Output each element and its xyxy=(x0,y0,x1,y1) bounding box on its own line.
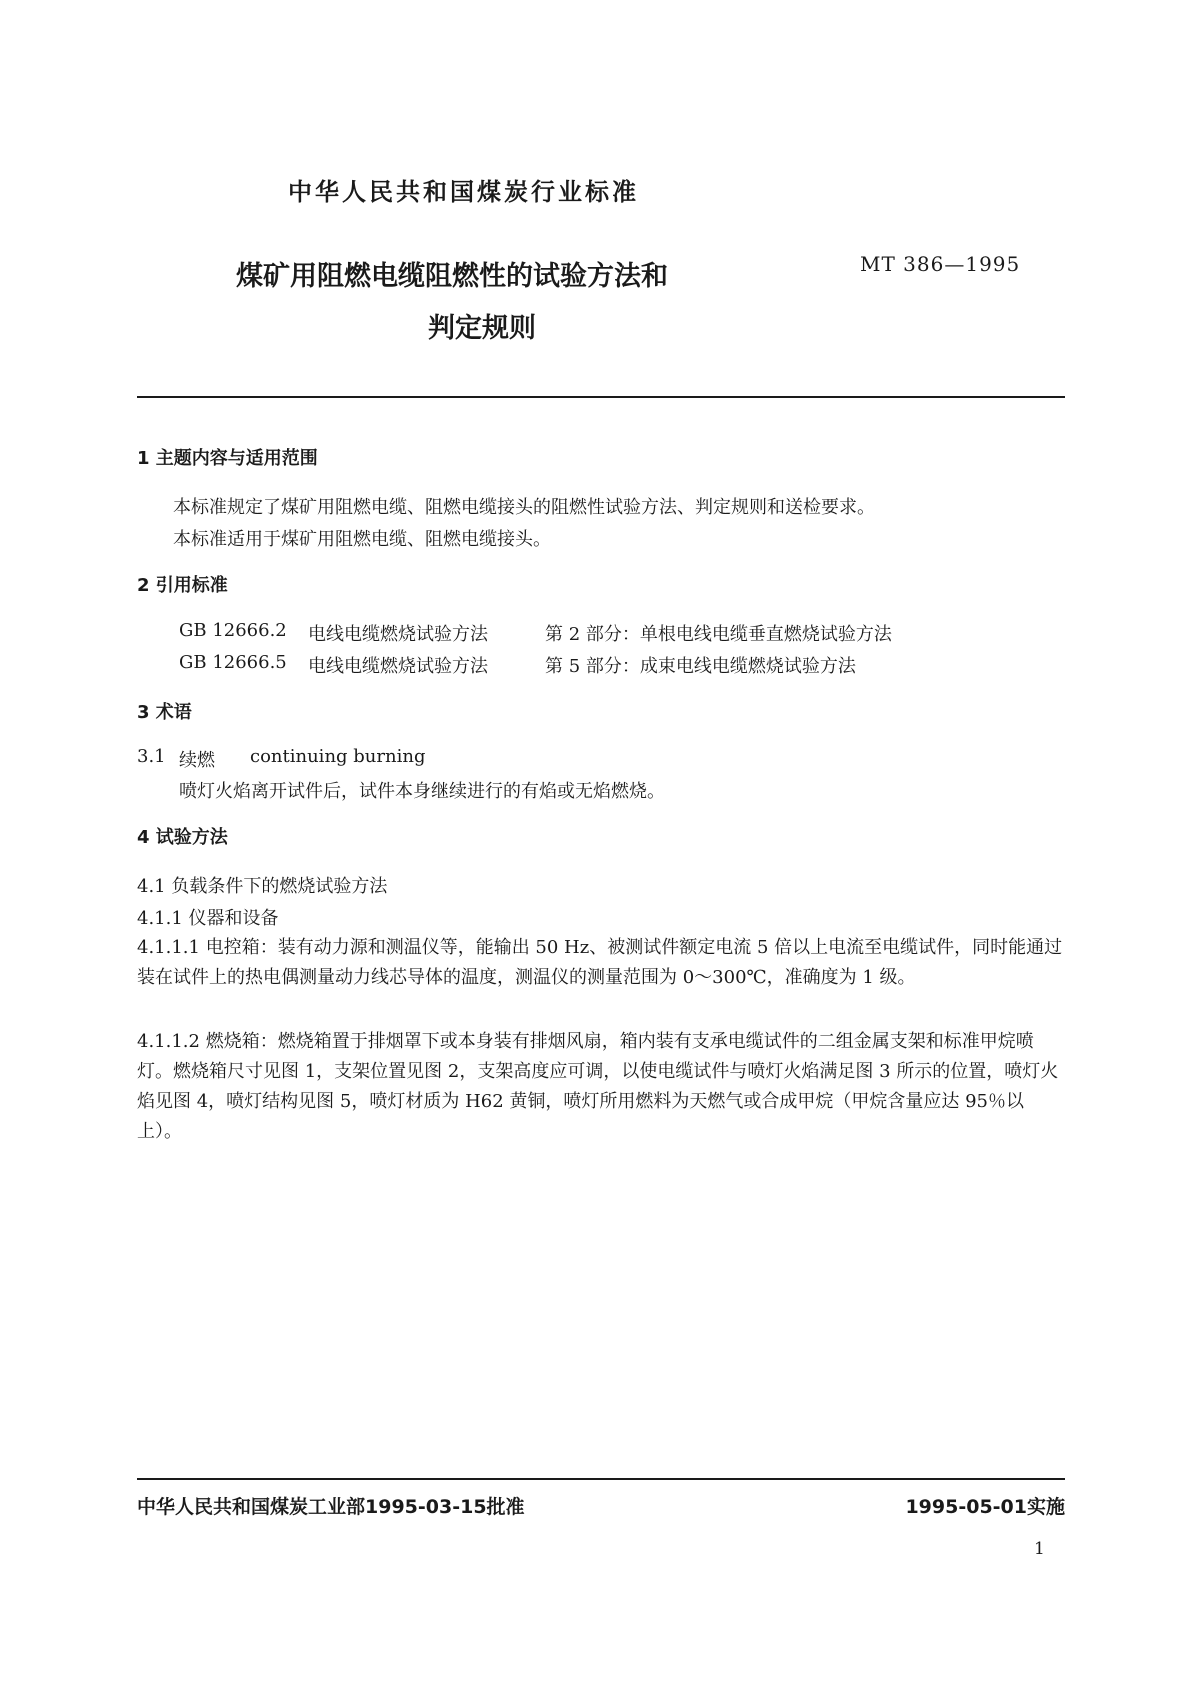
section-2-heading: 2 引用标准 xyxy=(137,575,228,596)
term-definition: 喷灯火焰离开试件后，试件本身继续进行的有焰或无焰燃烧。 xyxy=(179,781,665,802)
reference-title: 电线电缆燃烧试验方法 xyxy=(308,656,488,677)
reference-code: GB 12666.2 xyxy=(179,620,287,641)
clause-4-1-1-1: 4.1.1.1 电控箱：装有动力源和测温仪等，能输出 50 Hz、被测试件额定电流 5 倍以上电流至电缆试件，同时能通过装在试件上的热电偶测量动力线芯导体的温度，测温仪的测量范围为 0～300℃，准确度为 1 级。 xyxy=(137,937,1063,988)
document-title-line1: 煤矿用阻燃电缆阻燃性的试验方法和 xyxy=(236,261,668,292)
reference-title: 电线电缆燃烧试验方法 xyxy=(308,624,488,645)
effective-date: 1995-05-01实施 xyxy=(905,1496,1065,1518)
clause-4-1: 4.1 负载条件下的燃烧试验方法 xyxy=(137,876,388,897)
term-number: 3.1 xyxy=(137,746,166,767)
approval-statement: 中华人民共和国煤炭工业部1995-03-15批准 xyxy=(137,1496,525,1518)
industry-standard-label: 中华人民共和国煤炭行业标准 xyxy=(288,178,639,206)
section-1-paragraph-1: 本标准规定了煤矿用阻燃电缆、阻燃电缆接头的阻燃性试验方法、判定规则和送检要求。 xyxy=(173,497,875,518)
section-3-heading: 3 术语 xyxy=(137,702,192,723)
document-title-line2: 判定规则 xyxy=(428,313,536,344)
footer-divider xyxy=(137,1478,1065,1480)
section-1-heading: 1 主题内容与适用范围 xyxy=(137,448,318,469)
reference-part: 第 5 部分：成束电线电缆燃烧试验方法 xyxy=(545,656,856,677)
clause-4-1-1: 4.1.1 仪器和设备 xyxy=(137,908,279,929)
section-4-heading: 4 试验方法 xyxy=(137,827,228,848)
header-divider xyxy=(137,396,1065,398)
reference-part: 第 2 部分：单根电线电缆垂直燃烧试验方法 xyxy=(545,624,892,645)
clause-4-1-1-2: 4.1.1.2 燃烧箱：燃烧箱置于排烟罩下或本身装有排烟风扇，箱内装有支承电缆试件的二组金属支架和标准甲烷喷灯。燃烧箱尺寸见图 1，支架位置见图 2，支架高度应可调，以使电缆试件与喷灯火焰满足图 3 所示的位置，喷灯火焰见图 4，喷灯结构见图 5，喷灯材质为 H62 黄铜，喷灯所用燃料为天燃气或合成甲烷（甲烷含量应达 95％以上）。 xyxy=(137,1031,1059,1142)
reference-code: GB 12666.5 xyxy=(179,652,287,673)
standard-code: MT 386—1995 xyxy=(860,252,1021,276)
term-english: continuing burning xyxy=(250,746,426,767)
term-chinese: 续燃 xyxy=(179,750,215,771)
section-1-paragraph-2: 本标准适用于煤矿用阻燃电缆、阻燃电缆接头。 xyxy=(173,529,551,550)
page-number: 1 xyxy=(1034,1539,1045,1559)
